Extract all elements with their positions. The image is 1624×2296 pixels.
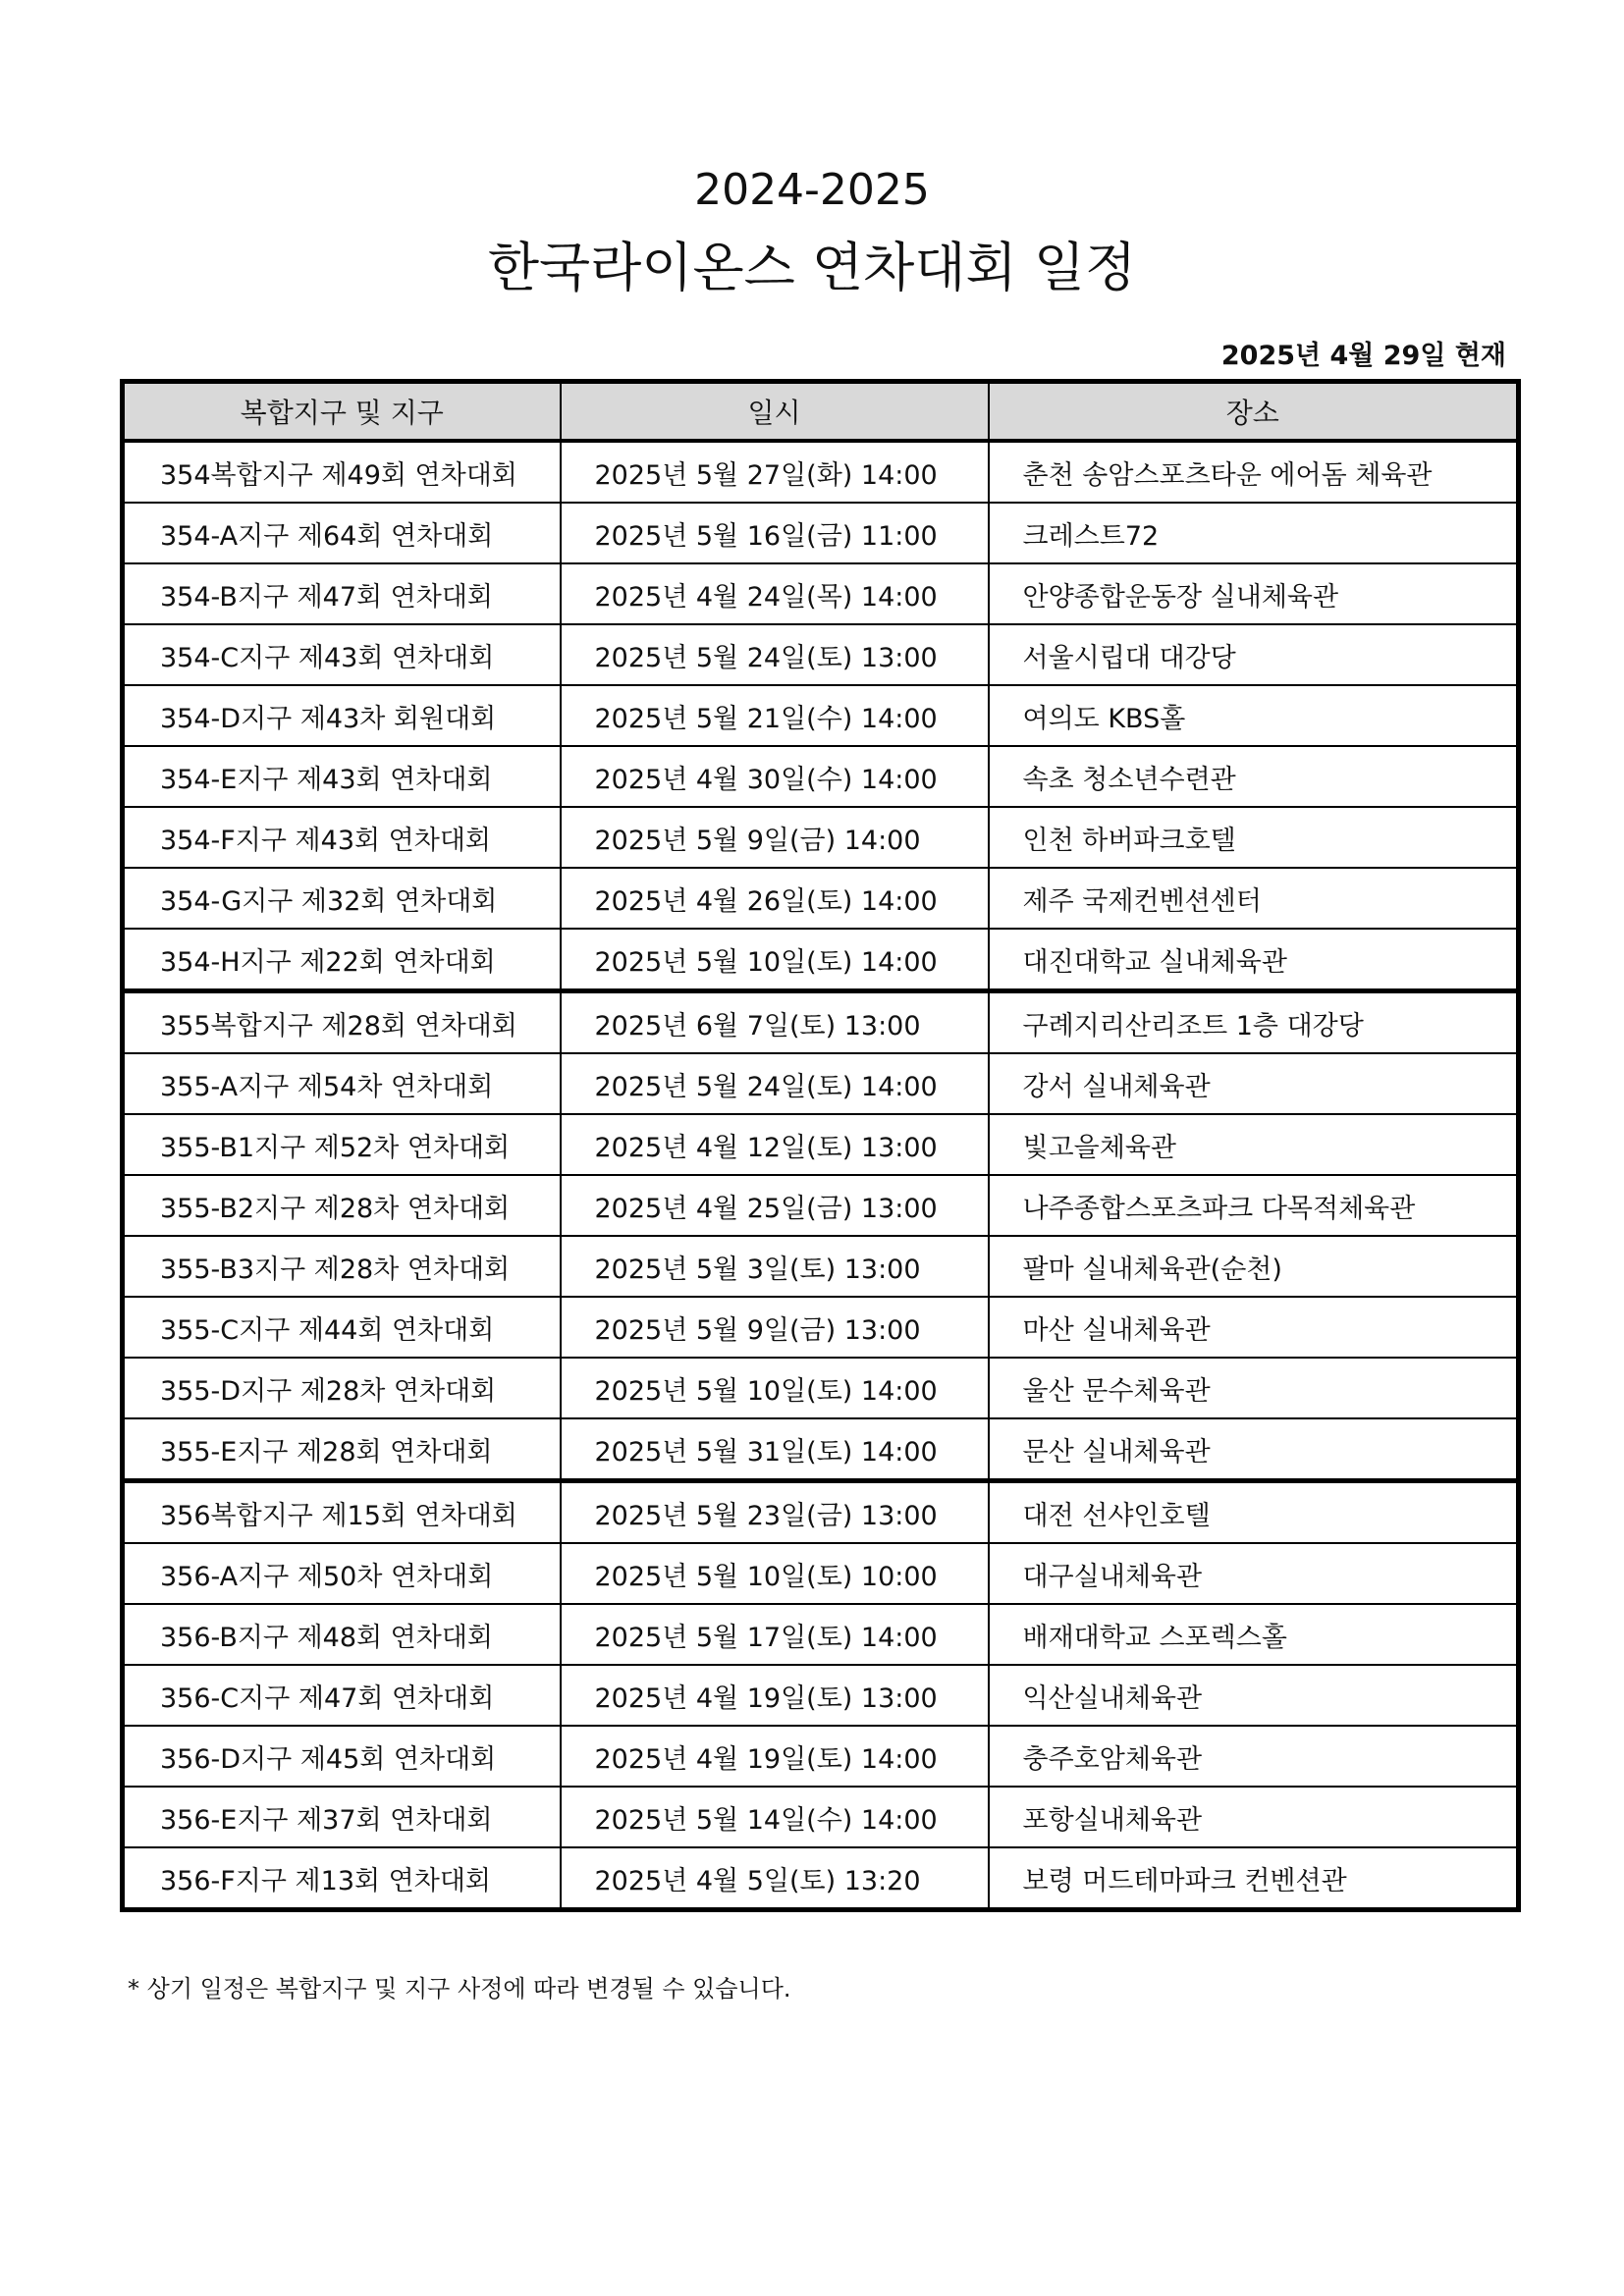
datetime-cell: 2025년 5월 24일(토) 13:00 bbox=[561, 624, 989, 685]
datetime-cell: 2025년 5월 21일(수) 14:00 bbox=[561, 685, 989, 746]
venue-cell: 속초 청소년수련관 bbox=[989, 746, 1519, 807]
district-cell: 354-B지구 제47회 연차대회 bbox=[123, 563, 561, 624]
district-cell: 354-H지구 제22회 연차대회 bbox=[123, 929, 561, 991]
datetime-cell: 2025년 4월 26일(토) 14:00 bbox=[561, 868, 989, 929]
district-cell: 354-A지구 제64회 연차대회 bbox=[123, 503, 561, 563]
column-header-venue: 장소 bbox=[989, 382, 1519, 442]
district-cell: 354-D지구 제43차 회원대회 bbox=[123, 685, 561, 746]
as-of-date: 2025년 4월 29일 현재 bbox=[1220, 341, 1506, 371]
district-cell: 356-F지구 제13회 연차대회 bbox=[123, 1847, 561, 1910]
table-row bbox=[123, 624, 1519, 685]
district-cell: 354-F지구 제43회 연차대회 bbox=[123, 807, 561, 868]
datetime-cell: 2025년 4월 25일(금) 13:00 bbox=[561, 1175, 989, 1236]
district-cell: 355-D지구 제28차 연차대회 bbox=[123, 1358, 561, 1418]
venue-cell: 안양종합운동장 실내체육관 bbox=[989, 563, 1519, 624]
table-row bbox=[123, 1481, 1519, 1544]
district-cell: 356복합지구 제15회 연차대회 bbox=[123, 1481, 561, 1544]
datetime-cell: 2025년 5월 9일(금) 13:00 bbox=[561, 1297, 989, 1358]
datetime-cell: 2025년 5월 23일(금) 13:00 bbox=[561, 1481, 989, 1544]
venue-cell: 보령 머드테마파크 컨벤션관 bbox=[989, 1847, 1519, 1910]
datetime-cell: 2025년 4월 24일(목) 14:00 bbox=[561, 563, 989, 624]
venue-cell: 인천 하버파크호텔 bbox=[989, 807, 1519, 868]
venue-cell: 대구실내체육관 bbox=[989, 1543, 1519, 1604]
table-row bbox=[123, 991, 1519, 1054]
venue-cell: 강서 실내체육관 bbox=[989, 1053, 1519, 1114]
table-row bbox=[123, 868, 1519, 929]
venue-cell: 대전 선샤인호텔 bbox=[989, 1481, 1519, 1544]
venue-cell: 마산 실내체육관 bbox=[989, 1297, 1519, 1358]
datetime-cell: 2025년 5월 10일(토) 10:00 bbox=[561, 1543, 989, 1604]
venue-cell: 여의도 KBS홀 bbox=[989, 685, 1519, 746]
district-cell: 355복합지구 제28회 연차대회 bbox=[123, 991, 561, 1054]
datetime-cell: 2025년 5월 10일(토) 14:00 bbox=[561, 1358, 989, 1418]
datetime-cell: 2025년 6월 7일(토) 13:00 bbox=[561, 991, 989, 1054]
table-row bbox=[123, 1543, 1519, 1604]
venue-cell: 제주 국제컨벤션센터 bbox=[989, 868, 1519, 929]
venue-cell: 팔마 실내체육관(순천) bbox=[989, 1236, 1519, 1297]
table-row bbox=[123, 1114, 1519, 1175]
district-cell: 354복합지구 제49회 연차대회 bbox=[123, 441, 561, 503]
venue-cell: 나주종합스포츠파크 다목적체육관 bbox=[989, 1175, 1519, 1236]
table-row bbox=[123, 1236, 1519, 1297]
district-cell: 356-A지구 제50차 연차대회 bbox=[123, 1543, 561, 1604]
datetime-cell: 2025년 5월 31일(토) 14:00 bbox=[561, 1418, 989, 1481]
table-row bbox=[123, 1358, 1519, 1418]
table-row bbox=[123, 1604, 1519, 1665]
table-row bbox=[123, 441, 1519, 503]
table-row bbox=[123, 685, 1519, 746]
footnote: * 상기 일정은 복합지구 및 지구 사정에 따라 변경될 수 있습니다. bbox=[128, 1975, 791, 2002]
venue-cell: 문산 실내체육관 bbox=[989, 1418, 1519, 1481]
datetime-cell: 2025년 4월 19일(토) 13:00 bbox=[561, 1665, 989, 1726]
venue-cell: 빛고을체육관 bbox=[989, 1114, 1519, 1175]
table-row bbox=[123, 1053, 1519, 1114]
table-row bbox=[123, 1847, 1519, 1910]
venue-cell: 춘천 송암스포츠타운 에어돔 체육관 bbox=[989, 441, 1519, 503]
venue-cell: 울산 문수체육관 bbox=[989, 1358, 1519, 1418]
table-row bbox=[123, 807, 1519, 868]
datetime-cell: 2025년 5월 14일(수) 14:00 bbox=[561, 1787, 989, 1847]
table-row bbox=[123, 1418, 1519, 1481]
district-cell: 355-C지구 제44회 연차대회 bbox=[123, 1297, 561, 1358]
district-cell: 355-B1지구 제52차 연차대회 bbox=[123, 1114, 561, 1175]
table-row bbox=[123, 746, 1519, 807]
table-row bbox=[123, 503, 1519, 563]
page-title: 한국라이온스 연차대회 일정 bbox=[487, 237, 1137, 298]
schedule-table bbox=[120, 379, 1521, 1912]
column-header-district: 복합지구 및 지구 bbox=[123, 382, 561, 442]
venue-cell: 배재대학교 스포렉스홀 bbox=[989, 1604, 1519, 1665]
venue-cell: 구례지리산리조트 1층 대강당 bbox=[989, 991, 1519, 1054]
district-cell: 355-B2지구 제28차 연차대회 bbox=[123, 1175, 561, 1236]
datetime-cell: 2025년 5월 27일(화) 14:00 bbox=[561, 441, 989, 503]
datetime-cell: 2025년 5월 24일(토) 14:00 bbox=[561, 1053, 989, 1114]
datetime-cell: 2025년 5월 9일(금) 14:00 bbox=[561, 807, 989, 868]
title-year: 2024-2025 bbox=[694, 165, 930, 215]
district-cell: 356-E지구 제37회 연차대회 bbox=[123, 1787, 561, 1847]
datetime-cell: 2025년 4월 12일(토) 13:00 bbox=[561, 1114, 989, 1175]
venue-cell: 대진대학교 실내체육관 bbox=[989, 929, 1519, 991]
venue-cell: 크레스트72 bbox=[989, 503, 1519, 563]
district-cell: 355-E지구 제28회 연차대회 bbox=[123, 1418, 561, 1481]
datetime-cell: 2025년 4월 30일(수) 14:00 bbox=[561, 746, 989, 807]
venue-cell: 충주호암체육관 bbox=[989, 1726, 1519, 1787]
datetime-cell: 2025년 5월 10일(토) 14:00 bbox=[561, 929, 989, 991]
district-cell: 356-D지구 제45회 연차대회 bbox=[123, 1726, 561, 1787]
table-row bbox=[123, 1297, 1519, 1358]
district-cell: 354-E지구 제43회 연차대회 bbox=[123, 746, 561, 807]
schedule-body bbox=[123, 441, 1519, 1910]
table-row bbox=[123, 1787, 1519, 1847]
column-header-datetime: 일시 bbox=[561, 382, 989, 442]
table-row bbox=[123, 929, 1519, 991]
venue-cell: 익산실내체육관 bbox=[989, 1665, 1519, 1726]
district-cell: 356-B지구 제48회 연차대회 bbox=[123, 1604, 561, 1665]
datetime-cell: 2025년 4월 19일(토) 14:00 bbox=[561, 1726, 989, 1787]
venue-cell: 포항실내체육관 bbox=[989, 1787, 1519, 1847]
district-cell: 356-C지구 제47회 연차대회 bbox=[123, 1665, 561, 1726]
district-cell: 355-A지구 제54차 연차대회 bbox=[123, 1053, 561, 1114]
table-row bbox=[123, 1175, 1519, 1236]
header-row bbox=[123, 382, 1519, 442]
datetime-cell: 2025년 5월 16일(금) 11:00 bbox=[561, 503, 989, 563]
district-cell: 354-G지구 제32회 연차대회 bbox=[123, 868, 561, 929]
district-cell: 354-C지구 제43회 연차대회 bbox=[123, 624, 561, 685]
datetime-cell: 2025년 5월 17일(토) 14:00 bbox=[561, 1604, 989, 1665]
table-row bbox=[123, 563, 1519, 624]
table-row bbox=[123, 1726, 1519, 1787]
district-cell: 355-B3지구 제28차 연차대회 bbox=[123, 1236, 561, 1297]
table-row bbox=[123, 1665, 1519, 1726]
venue-cell: 서울시립대 대강당 bbox=[989, 624, 1519, 685]
datetime-cell: 2025년 5월 3일(토) 13:00 bbox=[561, 1236, 989, 1297]
datetime-cell: 2025년 4월 5일(토) 13:20 bbox=[561, 1847, 989, 1910]
